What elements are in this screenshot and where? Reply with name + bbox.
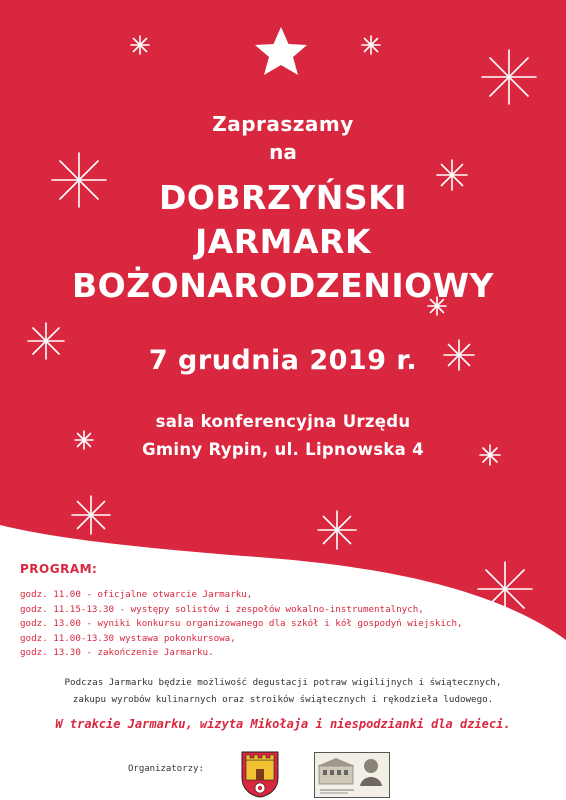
event-date: 7 grudnia 2019 r.: [148, 345, 418, 376]
visit-announcement: W trakcie Jarmarku, wizyta Mikołaja i niespodzianki dla dzieci.: [55, 717, 511, 731]
venue-line: Gminy Rypin, ul. Lipnowska 4: [142, 440, 424, 459]
program-item: godz. 11.15-13.30 - występy solistów i zespołów wokalno-instrumentalnych,: [20, 603, 424, 615]
invite-line-1: Zapraszamy: [212, 112, 354, 136]
program-list: [20, 588, 463, 661]
invite-line-2: na: [269, 140, 297, 164]
info-line: zakupu wyrobów kulinarnych oraz stroików świątecznych i rękodzieła ludowego.: [72, 694, 494, 705]
event-venue: [0, 408, 566, 464]
program-item: godz. 13.00 - wyniki konkursu organizowanego dla szkół i kół gospodyń wiejskich,: [20, 618, 463, 630]
program-item: godz. 13.30 - zakończenie Jarmarku.: [20, 647, 214, 659]
info-line: Podczas Jarmarku będzie możliwość degustacji potraw wigilijnych i świątecznych,: [64, 677, 502, 688]
coat-of-arms-logo: [240, 750, 280, 798]
program-item: godz. 11.00 - oficjalne otwarcie Jarmarku,: [20, 589, 253, 600]
venue-line: sala konferencyjna Urzędu: [155, 412, 411, 431]
program-heading: PROGRAM:: [20, 562, 98, 576]
organizers-label: Organizatorzy:: [128, 764, 204, 774]
title-line: JARMARK: [194, 222, 372, 261]
title-line: BOŻONARODZENIOWY: [72, 266, 494, 305]
title-line: DOBRZYŃSKI: [158, 178, 408, 217]
info-paragraph: [20, 674, 546, 708]
school-logo: [314, 752, 390, 798]
event-title: [0, 176, 566, 308]
program-item: godz. 11.00-13.30 wystawa pokonkursowa,: [20, 632, 236, 644]
